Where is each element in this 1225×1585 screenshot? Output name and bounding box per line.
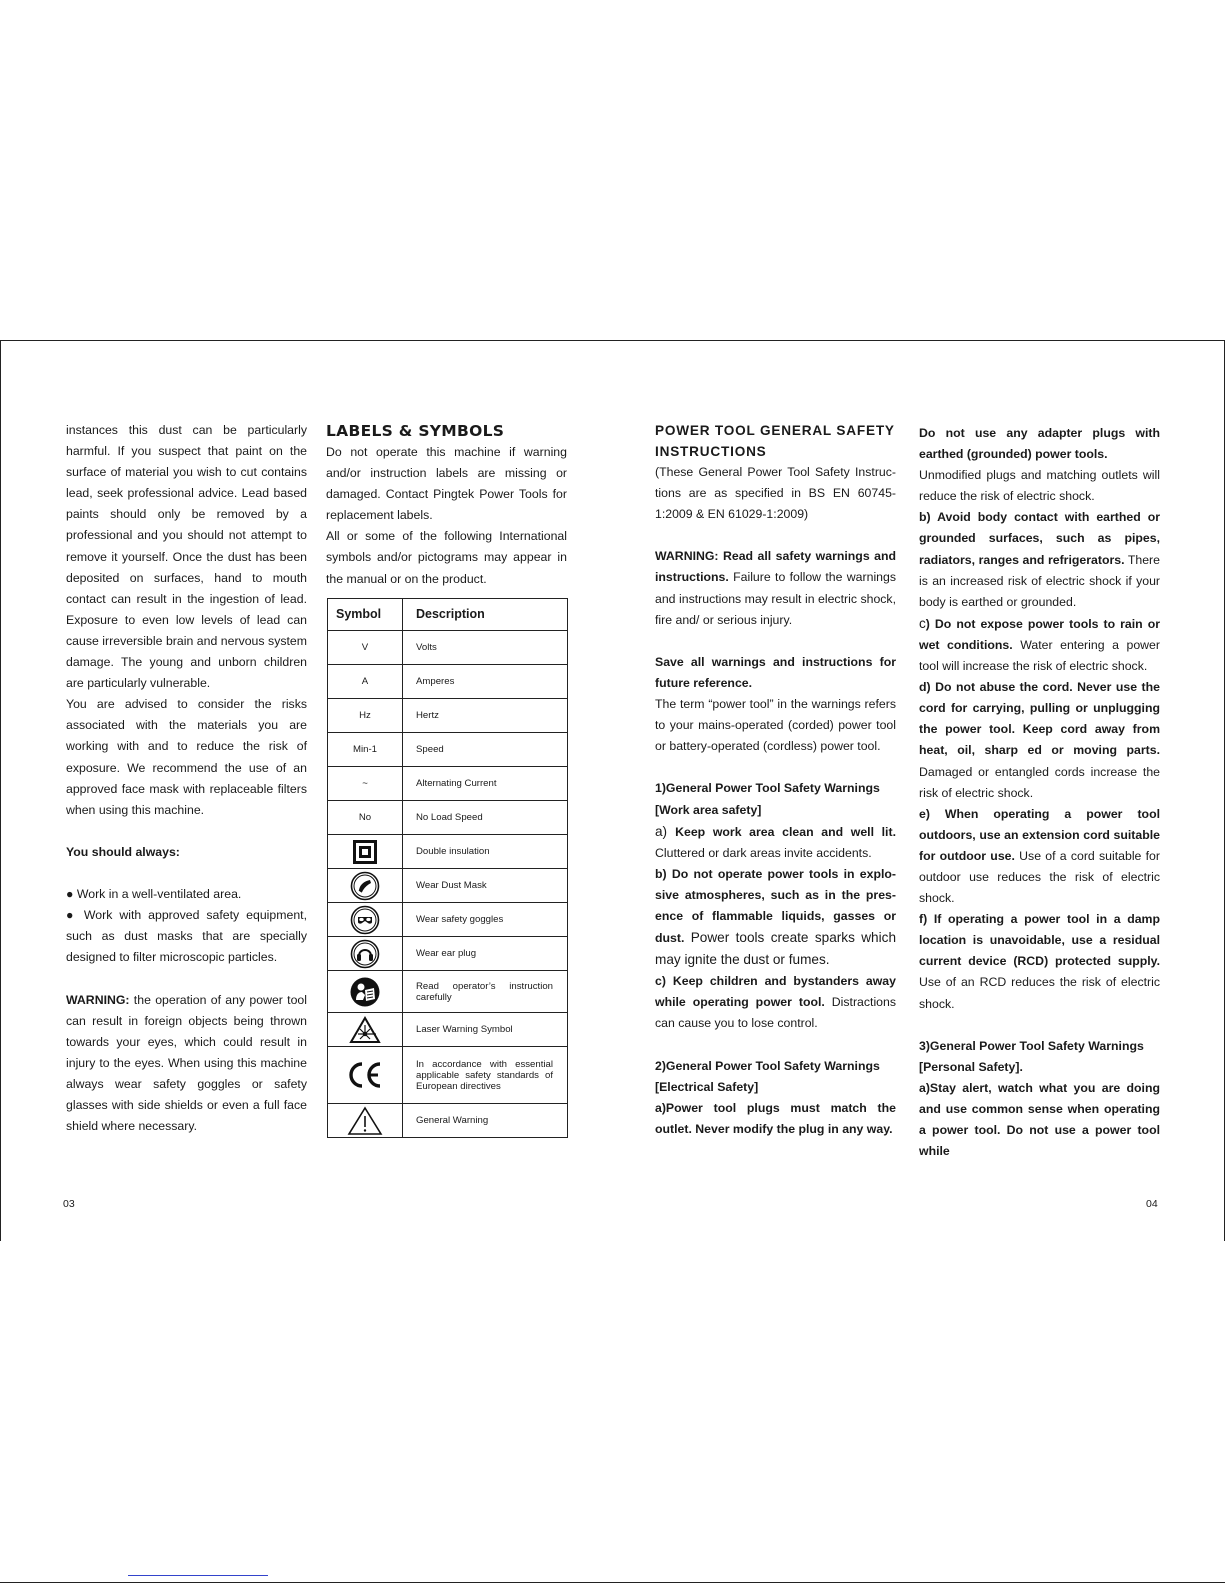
section2-title: 2)General Power Tool Safety Warnings [655, 1058, 880, 1073]
bullet-safety-equipment: ● Work with approved safety equipment, such as dust masks that are specially designed to filter microscopic particles. [66, 908, 307, 965]
description-cell: Hertz [403, 699, 568, 733]
table-row [328, 971, 568, 1013]
labels-missing-paragraph: Do not operate this machine if warning and/or instruction labels are missing or damaged. Contact Pingtek Power Tools for replacement labels. [326, 445, 567, 523]
item-adapter-plugs: Do not use any adapter plugs with earthed (grounded) power tools. [919, 426, 1160, 462]
item-stay-alert: a)Stay alert, watch what you are doing and use common sense when operating a power tool. Do not use a power tool while [919, 1080, 1160, 1159]
left-page-column-1 [66, 420, 307, 1137]
description-cell: Wear ear plug [403, 937, 568, 971]
risk-advice-paragraph: You are advised to consider the risks associated with the materials you are working with and to reduce the risk of exposure. We recommend the use of an approved face mask with replaceable filters when using this machine. [66, 697, 307, 817]
description-cell: Wear Dust Mask [403, 869, 568, 903]
lead-dust-paragraph: instances this dust can be particularly harmful. If you suspect that paint on the surface of material you wish to cut contains lead, seek professional advice. Lead based paints should only be removed by a professional and you should not attempt to remove it yourself. Once the dust has been deposited on surfaces, hand to mouth contact can result in the ingestion of lead. Exposure to even low levels of lead can cause irreversible brain and nervous system damage. The young and unborn children are particularly vulnerable. [66, 423, 307, 691]
right-page-column-2 [919, 423, 1160, 1162]
section2-subtitle: [Electrical Safety] [655, 1079, 759, 1094]
eye-warning-paragraph: WARNING: the operation of any power tool can result in foreign objects being thrown towards your eyes, which could result in injury to the eyes. When using this machine always wear safety goggles or safety glasses with side shields or even a full face shield where necessary. [66, 992, 307, 1134]
table-row [328, 1047, 568, 1104]
bottom-link-rule [128, 1575, 268, 1576]
table-row [328, 1013, 568, 1047]
dust-mask-icon [328, 869, 403, 903]
header-description: Description [403, 599, 568, 631]
description-cell: Speed [403, 733, 568, 767]
power-tool-term-paragraph: The term “power tool” in the warnings refers to your mains-operated (corded) power tool or battery-operated (cordless) power tool. [655, 697, 896, 754]
symbol-cell: Hz [328, 699, 403, 733]
bullet-ventilated: ● Work in a well-ventilated area. [66, 887, 242, 902]
read-warnings-paragraph: WARNING: Read all safety warnings and instructions. Failure to follow the warnings and instructions may result in electric shock, fire and/ or serious injury. [655, 549, 896, 627]
description-cell: No Load Speed [403, 801, 568, 835]
symbols-table-header [328, 599, 568, 631]
table-row [328, 767, 568, 801]
save-warnings-heading: Save all warnings and instructions for future reference. [655, 654, 896, 690]
bottom-rule [0, 1582, 1225, 1583]
table-row [328, 937, 568, 971]
item-outdoors: e) When operating a power tool outdoors, use an extension cord suitable for outdoor use. Use of a cord suitable for outdoor use reduces the risk of electric shock. [919, 806, 1160, 906]
item-work-area-clean: a) Keep work area clean and well lit. Cluttered or dark areas invite accidents. [655, 823, 896, 860]
item-rain-wet: c) Do not expose power tools to rain or wet conditions. Water entering a power tool will increase the risk of electric shock. [919, 615, 1160, 674]
symbol-cell: Min-1 [328, 733, 403, 767]
ear-plug-icon [328, 937, 403, 971]
table-row [328, 699, 568, 733]
item-plugs-match: a)Power tool plugs must match the outlet. Never modify the plug in any way. [655, 1100, 896, 1136]
symbols-table [327, 598, 568, 1138]
symbol-cell: No [328, 801, 403, 835]
description-cell: Laser Warning Symbol [403, 1013, 568, 1047]
power-tool-safety-heading: POWER TOOL GENERAL SAFETY INSTRUCTIONS [655, 423, 895, 459]
double-insulation-icon [328, 835, 403, 869]
table-row [328, 869, 568, 903]
left-page-column-2 [326, 420, 567, 590]
item-damp-location: f) If operating a power tool in a damp location is unavoidable, use a residual current device (RCD) protected supply. Use of an RCD reduces the risk of electric shock. [919, 912, 1160, 1011]
symbol-cell: ~ [328, 767, 403, 801]
labels-symbols-heading: LABELS & SYMBOLS [326, 422, 505, 440]
standards-intro: (These General Power Tool Safety Instruc-tions are as specified in BS EN 60745-1:2009 & EN 61029-1:2009) [655, 465, 896, 522]
table-row [328, 733, 568, 767]
item-children-bystanders: c) Keep children and bystanders away while operating power tool. Distractions can cause you to lose control. [655, 974, 897, 1031]
header-symbol: Symbol [328, 599, 403, 631]
item-explosive-atmospheres: b) Do not operate power tools in explo-sive atmospheres, such as in the pres-ence of flammable liquids, gasses or dust. Power tools create sparks which may ignite the dust or fumes. [655, 866, 896, 968]
table-row [328, 801, 568, 835]
always-heading: You should always: [66, 844, 180, 859]
item-cord-abuse: d) Do not abuse the cord. Never use the cord for carrying, pulling or unplugging the power tool. Keep cord away from heat, oil, sharp ed or moving parts. Damaged or entangled cords increase the risk of electric shock. [919, 680, 1160, 800]
table-row [328, 835, 568, 869]
safety-goggles-icon [328, 903, 403, 937]
page-number-left: 03 [63, 1198, 75, 1210]
description-cell: Read operator’s instruction carefully [403, 971, 568, 1013]
laser-warning-icon [328, 1013, 403, 1047]
page-number-right: 04 [1146, 1198, 1158, 1210]
section1-subtitle: [Work area safety] [655, 802, 762, 817]
description-cell: Amperes [403, 665, 568, 699]
table-row [328, 1104, 568, 1138]
section1-title: 1)General Power Tool Safety Warnings [655, 781, 880, 796]
table-row [328, 631, 568, 665]
ce-mark-icon [328, 1047, 403, 1104]
item-adapter-plugs-text: Unmodified plugs and matching outlets will reduce the risk of electric shock. [919, 468, 1160, 504]
description-cell: General Warning [403, 1104, 568, 1138]
symbol-cell: A [328, 665, 403, 699]
description-cell: Alternating Current [403, 767, 568, 801]
right-page-column-1 [655, 420, 896, 1140]
read-manual-icon [328, 971, 403, 1013]
description-cell: In accordance with essential applicable safety standards of European directives [403, 1047, 568, 1104]
section3-title: 3)General Power Tool Safety Warnings [919, 1038, 1144, 1053]
description-cell: Volts [403, 631, 568, 665]
symbols-intro-paragraph: All or some of the following International symbols and/or pictograms may appear in the manual or on the product. [326, 529, 567, 586]
general-warning-icon [328, 1104, 403, 1138]
item-body-contact: b) Avoid body contact with earthed or grounded surfaces, such as pipes, radiators, ranges and refrigerators. There is an increased risk of electric shock if your body is earthed or grounded. [919, 510, 1160, 609]
table-row [328, 665, 568, 699]
section3-subtitle: [Personal Safety]. [919, 1059, 1023, 1074]
symbol-cell: V [328, 631, 403, 665]
description-cell: Wear safety goggles [403, 903, 568, 937]
description-cell: Double insulation [403, 835, 568, 869]
table-row [328, 903, 568, 937]
